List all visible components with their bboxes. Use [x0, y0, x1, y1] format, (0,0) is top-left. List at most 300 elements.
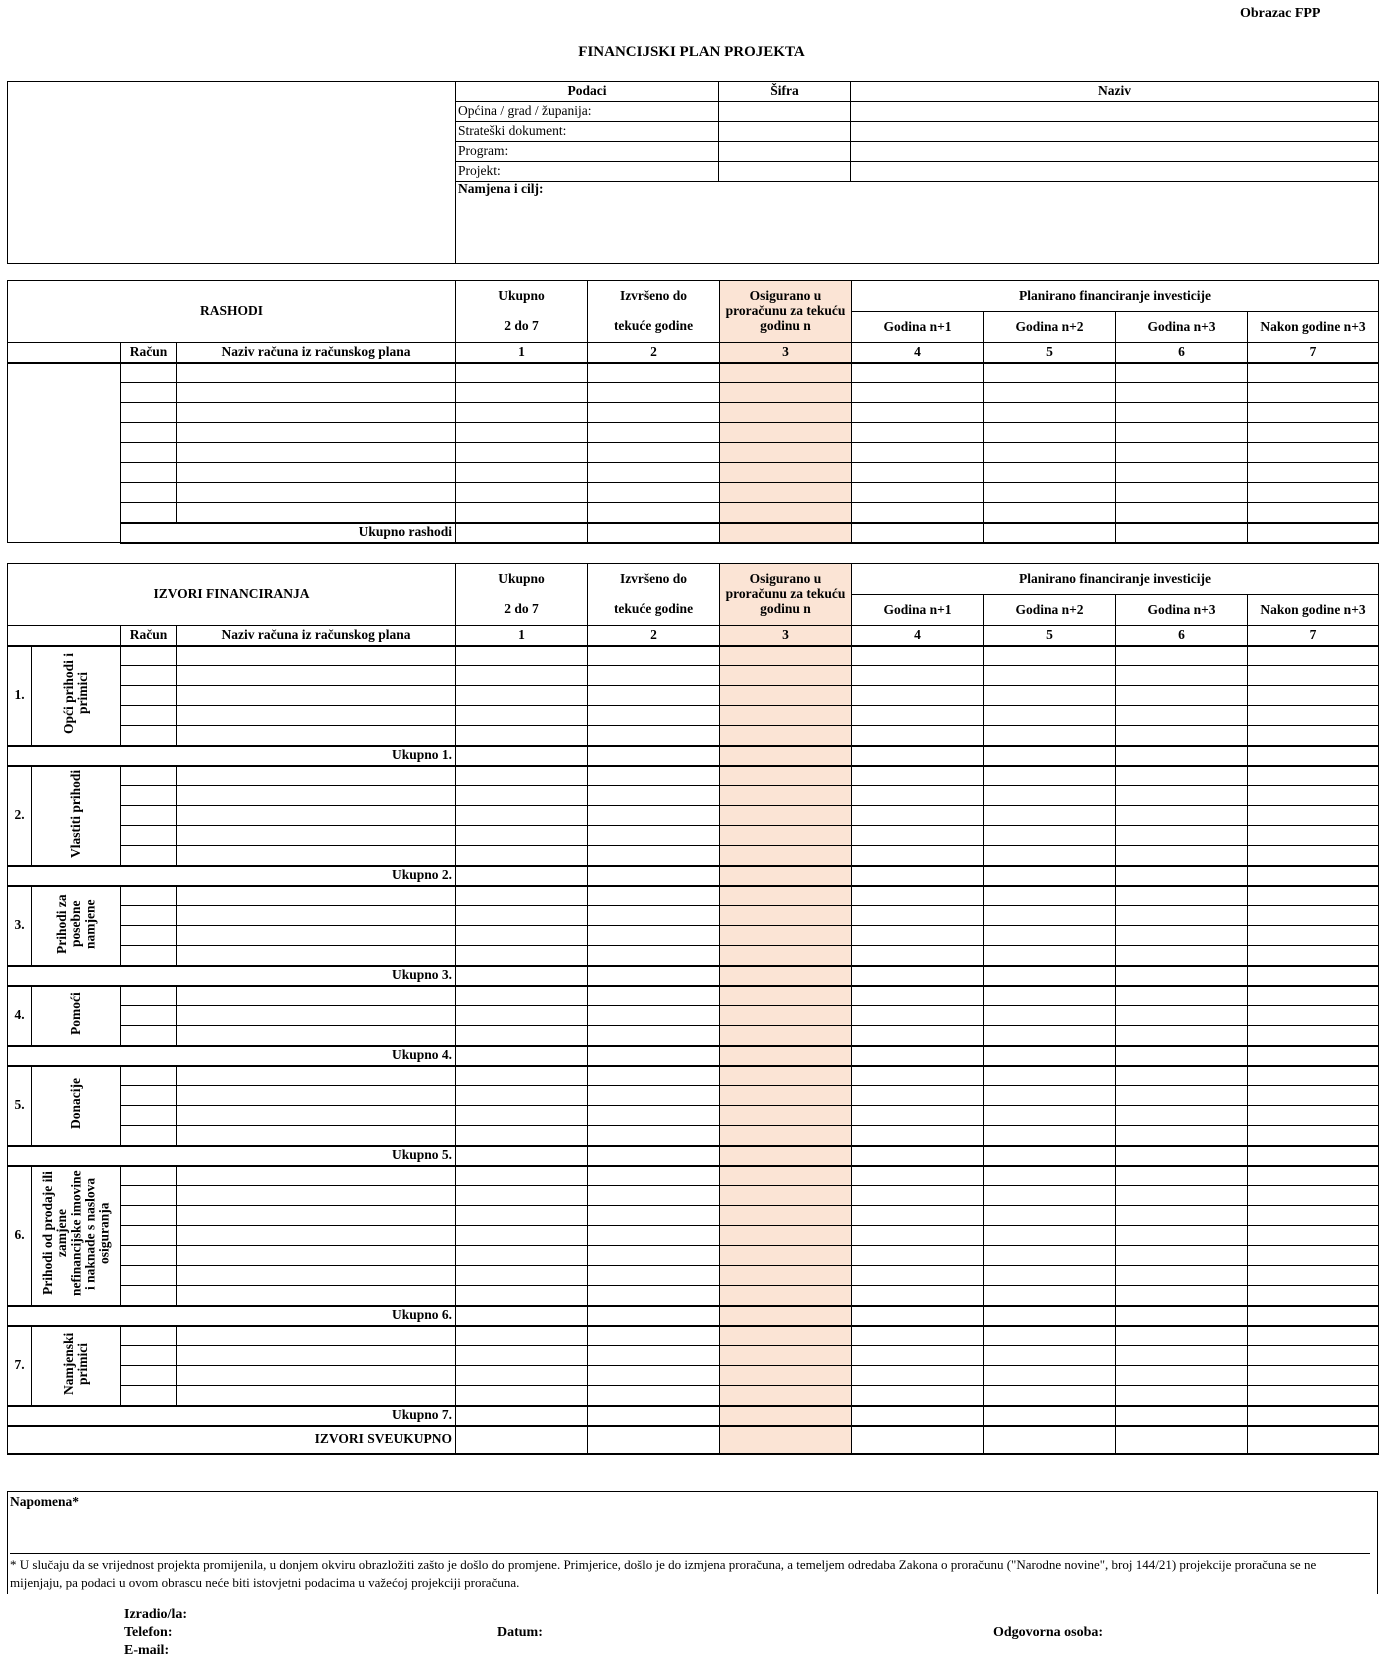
value-cell[interactable]: [1116, 646, 1248, 666]
value-cell[interactable]: [456, 1026, 588, 1046]
value-cell[interactable]: [588, 423, 720, 443]
value-cell[interactable]: [984, 766, 1116, 786]
value-cell[interactable]: [852, 766, 984, 786]
value-cell[interactable]: [1116, 1006, 1248, 1026]
racun-input[interactable]: [121, 383, 177, 403]
value-cell[interactable]: [852, 1106, 984, 1126]
value-cell[interactable]: [720, 483, 852, 503]
value-cell[interactable]: [1116, 403, 1248, 423]
value-cell[interactable]: [456, 383, 588, 403]
value-cell[interactable]: [984, 1206, 1116, 1226]
naziv-racuna-input[interactable]: [177, 403, 456, 423]
racun-input[interactable]: [121, 846, 177, 866]
value-cell[interactable]: [456, 1366, 588, 1386]
racun-input[interactable]: [121, 886, 177, 906]
value-cell[interactable]: [588, 1146, 720, 1166]
value-cell[interactable]: [1248, 866, 1379, 886]
value-cell[interactable]: [456, 926, 588, 946]
value-cell[interactable]: [1116, 1066, 1248, 1086]
value-cell[interactable]: [456, 1046, 588, 1066]
naziv-racuna-input[interactable]: [177, 1346, 456, 1366]
value-cell[interactable]: [720, 463, 852, 483]
value-cell[interactable]: [984, 986, 1116, 1006]
value-cell[interactable]: [1116, 726, 1248, 746]
value-cell[interactable]: [588, 726, 720, 746]
value-cell[interactable]: [588, 1306, 720, 1326]
naziv-racuna-input[interactable]: [177, 1226, 456, 1246]
naziv-racuna-input[interactable]: [177, 646, 456, 666]
value-cell[interactable]: [1248, 1166, 1379, 1186]
value-cell[interactable]: [1248, 706, 1379, 726]
value-cell[interactable]: [588, 1266, 720, 1286]
value-cell[interactable]: [588, 1286, 720, 1306]
naziv-racuna-input[interactable]: [177, 846, 456, 866]
racun-input[interactable]: [121, 1126, 177, 1146]
racun-input[interactable]: [121, 1226, 177, 1246]
value-cell[interactable]: [852, 363, 984, 383]
value-cell[interactable]: [1116, 966, 1248, 986]
value-cell[interactable]: [852, 666, 984, 686]
value-cell[interactable]: [984, 503, 1116, 523]
value-cell[interactable]: [720, 1286, 852, 1306]
value-cell[interactable]: [456, 646, 588, 666]
value-cell[interactable]: [1116, 1406, 1248, 1426]
racun-input[interactable]: [121, 766, 177, 786]
value-cell[interactable]: [984, 423, 1116, 443]
value-cell[interactable]: [456, 1106, 588, 1126]
value-cell[interactable]: [1248, 1306, 1379, 1326]
value-cell[interactable]: [852, 826, 984, 846]
value-cell[interactable]: [1116, 463, 1248, 483]
naziv-racuna-input[interactable]: [177, 786, 456, 806]
value-cell[interactable]: [1248, 463, 1379, 483]
racun-input[interactable]: [121, 1266, 177, 1286]
value-cell[interactable]: [1248, 1406, 1379, 1426]
racun-input[interactable]: [121, 786, 177, 806]
naziv-racuna-input[interactable]: [177, 1066, 456, 1086]
value-cell[interactable]: [720, 1346, 852, 1366]
value-cell[interactable]: [588, 1346, 720, 1366]
value-cell[interactable]: [1116, 1426, 1248, 1454]
value-cell[interactable]: [588, 1026, 720, 1046]
value-cell[interactable]: [456, 686, 588, 706]
value-cell[interactable]: [720, 423, 852, 443]
value-cell[interactable]: [456, 846, 588, 866]
value-cell[interactable]: [588, 1406, 720, 1426]
value-cell[interactable]: [1248, 423, 1379, 443]
value-cell[interactable]: [1248, 383, 1379, 403]
value-cell[interactable]: [984, 1326, 1116, 1346]
value-cell[interactable]: [984, 1166, 1116, 1186]
value-cell[interactable]: [984, 786, 1116, 806]
value-cell[interactable]: [1116, 1386, 1248, 1406]
value-cell[interactable]: [588, 1326, 720, 1346]
value-cell[interactable]: [588, 946, 720, 966]
naziv-racuna-input[interactable]: [177, 503, 456, 523]
naziv-racuna-input[interactable]: [177, 1246, 456, 1266]
value-cell[interactable]: [588, 523, 720, 543]
naziv-racuna-input[interactable]: [177, 1106, 456, 1126]
value-cell[interactable]: [852, 686, 984, 706]
value-cell[interactable]: [720, 666, 852, 686]
value-cell[interactable]: [456, 946, 588, 966]
value-cell[interactable]: [1116, 886, 1248, 906]
value-cell[interactable]: [720, 1106, 852, 1126]
value-cell[interactable]: [1116, 1166, 1248, 1186]
value-cell[interactable]: [1116, 1306, 1248, 1326]
value-cell[interactable]: [1248, 1186, 1379, 1206]
value-cell[interactable]: [456, 1186, 588, 1206]
value-cell[interactable]: [720, 726, 852, 746]
value-cell[interactable]: [1248, 806, 1379, 826]
value-cell[interactable]: [1248, 646, 1379, 666]
racun-input[interactable]: [121, 1326, 177, 1346]
value-cell[interactable]: [1116, 383, 1248, 403]
racun-input[interactable]: [121, 1186, 177, 1206]
value-cell[interactable]: [720, 1266, 852, 1286]
racun-input[interactable]: [121, 1086, 177, 1106]
value-cell[interactable]: [1248, 1126, 1379, 1146]
value-cell[interactable]: [720, 1406, 852, 1426]
value-cell[interactable]: [1248, 503, 1379, 523]
racun-input[interactable]: [121, 906, 177, 926]
value-cell[interactable]: [720, 906, 852, 926]
value-cell[interactable]: [720, 403, 852, 423]
value-cell[interactable]: [456, 1286, 588, 1306]
value-cell[interactable]: [984, 1086, 1116, 1106]
value-cell[interactable]: [1248, 966, 1379, 986]
value-cell[interactable]: [588, 1066, 720, 1086]
naziv-racuna-input[interactable]: [177, 1386, 456, 1406]
racun-input[interactable]: [121, 1106, 177, 1126]
value-cell[interactable]: [588, 846, 720, 866]
info-sifra-input[interactable]: [719, 102, 851, 122]
value-cell[interactable]: [456, 463, 588, 483]
value-cell[interactable]: [852, 786, 984, 806]
value-cell[interactable]: [720, 686, 852, 706]
value-cell[interactable]: [984, 666, 1116, 686]
value-cell[interactable]: [1116, 503, 1248, 523]
value-cell[interactable]: [984, 403, 1116, 423]
value-cell[interactable]: [456, 806, 588, 826]
value-cell[interactable]: [1248, 1346, 1379, 1366]
value-cell[interactable]: [1248, 1246, 1379, 1266]
value-cell[interactable]: [1116, 846, 1248, 866]
value-cell[interactable]: [588, 786, 720, 806]
value-cell[interactable]: [588, 806, 720, 826]
value-cell[interactable]: [984, 443, 1116, 463]
value-cell[interactable]: [1248, 926, 1379, 946]
value-cell[interactable]: [720, 503, 852, 523]
value-cell[interactable]: [1116, 706, 1248, 726]
value-cell[interactable]: [1116, 363, 1248, 383]
naziv-racuna-input[interactable]: [177, 686, 456, 706]
racun-input[interactable]: [121, 1366, 177, 1386]
value-cell[interactable]: [1248, 1206, 1379, 1226]
value-cell[interactable]: [720, 946, 852, 966]
value-cell[interactable]: [588, 886, 720, 906]
value-cell[interactable]: [852, 1046, 984, 1066]
value-cell[interactable]: [588, 1246, 720, 1266]
racun-input[interactable]: [121, 826, 177, 846]
naziv-racuna-input[interactable]: [177, 423, 456, 443]
value-cell[interactable]: [1116, 786, 1248, 806]
value-cell[interactable]: [720, 1386, 852, 1406]
value-cell[interactable]: [1248, 746, 1379, 766]
value-cell[interactable]: [1116, 1246, 1248, 1266]
value-cell[interactable]: [984, 1066, 1116, 1086]
naziv-racuna-input[interactable]: [177, 946, 456, 966]
value-cell[interactable]: [984, 1046, 1116, 1066]
naziv-racuna-input[interactable]: [177, 1206, 456, 1226]
value-cell[interactable]: [1116, 766, 1248, 786]
value-cell[interactable]: [1248, 846, 1379, 866]
naziv-racuna-input[interactable]: [177, 766, 456, 786]
value-cell[interactable]: [720, 1066, 852, 1086]
racun-input[interactable]: [121, 1066, 177, 1086]
value-cell[interactable]: [588, 1046, 720, 1066]
value-cell[interactable]: [1116, 946, 1248, 966]
racun-input[interactable]: [121, 1166, 177, 1186]
value-cell[interactable]: [720, 363, 852, 383]
value-cell[interactable]: [984, 523, 1116, 543]
value-cell[interactable]: [1248, 886, 1379, 906]
value-cell[interactable]: [1248, 766, 1379, 786]
value-cell[interactable]: [852, 926, 984, 946]
value-cell[interactable]: [1248, 726, 1379, 746]
value-cell[interactable]: [456, 1006, 588, 1026]
value-cell[interactable]: [984, 926, 1116, 946]
value-cell[interactable]: [720, 986, 852, 1006]
naziv-racuna-input[interactable]: [177, 1266, 456, 1286]
value-cell[interactable]: [720, 926, 852, 946]
racun-input[interactable]: [121, 1246, 177, 1266]
racun-input[interactable]: [121, 1346, 177, 1366]
value-cell[interactable]: [588, 1126, 720, 1146]
value-cell[interactable]: [852, 1306, 984, 1326]
value-cell[interactable]: [456, 403, 588, 423]
value-cell[interactable]: [588, 1166, 720, 1186]
value-cell[interactable]: [1116, 1206, 1248, 1226]
naziv-racuna-input[interactable]: [177, 706, 456, 726]
value-cell[interactable]: [588, 363, 720, 383]
value-cell[interactable]: [852, 1146, 984, 1166]
info-naziv-input[interactable]: [851, 162, 1379, 182]
naziv-racuna-input[interactable]: [177, 443, 456, 463]
value-cell[interactable]: [852, 726, 984, 746]
value-cell[interactable]: [852, 746, 984, 766]
value-cell[interactable]: [984, 483, 1116, 503]
value-cell[interactable]: [984, 363, 1116, 383]
value-cell[interactable]: [588, 1426, 720, 1454]
value-cell[interactable]: [1248, 443, 1379, 463]
value-cell[interactable]: [456, 666, 588, 686]
value-cell[interactable]: [588, 1186, 720, 1206]
value-cell[interactable]: [720, 1086, 852, 1106]
value-cell[interactable]: [984, 646, 1116, 666]
value-cell[interactable]: [456, 523, 588, 543]
value-cell[interactable]: [588, 986, 720, 1006]
value-cell[interactable]: [720, 1006, 852, 1026]
racun-input[interactable]: [121, 363, 177, 383]
value-cell[interactable]: [456, 966, 588, 986]
racun-input[interactable]: [121, 806, 177, 826]
racun-input[interactable]: [121, 1206, 177, 1226]
value-cell[interactable]: [456, 786, 588, 806]
napomena-box[interactable]: [7, 1491, 1378, 1594]
value-cell[interactable]: [1116, 1286, 1248, 1306]
value-cell[interactable]: [852, 646, 984, 666]
info-sifra-input[interactable]: [719, 122, 851, 142]
value-cell[interactable]: [852, 946, 984, 966]
value-cell[interactable]: [1248, 786, 1379, 806]
value-cell[interactable]: [1248, 1326, 1379, 1346]
racun-input[interactable]: [121, 1026, 177, 1046]
value-cell[interactable]: [456, 1266, 588, 1286]
value-cell[interactable]: [852, 483, 984, 503]
value-cell[interactable]: [720, 646, 852, 666]
naziv-racuna-input[interactable]: [177, 1126, 456, 1146]
value-cell[interactable]: [984, 966, 1116, 986]
value-cell[interactable]: [456, 1406, 588, 1426]
value-cell[interactable]: [588, 646, 720, 666]
naziv-racuna-input[interactable]: [177, 666, 456, 686]
value-cell[interactable]: [720, 846, 852, 866]
value-cell[interactable]: [1248, 1066, 1379, 1086]
naziv-racuna-input[interactable]: [177, 383, 456, 403]
value-cell[interactable]: [852, 966, 984, 986]
value-cell[interactable]: [588, 906, 720, 926]
racun-input[interactable]: [121, 503, 177, 523]
naziv-racuna-input[interactable]: [177, 986, 456, 1006]
naziv-racuna-input[interactable]: [177, 1086, 456, 1106]
value-cell[interactable]: [1248, 403, 1379, 423]
value-cell[interactable]: [1116, 1106, 1248, 1126]
value-cell[interactable]: [1116, 1266, 1248, 1286]
value-cell[interactable]: [588, 666, 720, 686]
value-cell[interactable]: [720, 746, 852, 766]
value-cell[interactable]: [456, 483, 588, 503]
value-cell[interactable]: [984, 1026, 1116, 1046]
value-cell[interactable]: [588, 463, 720, 483]
value-cell[interactable]: [852, 1186, 984, 1206]
naziv-racuna-input[interactable]: [177, 1026, 456, 1046]
value-cell[interactable]: [456, 1246, 588, 1266]
value-cell[interactable]: [852, 523, 984, 543]
value-cell[interactable]: [1116, 926, 1248, 946]
naziv-racuna-input[interactable]: [177, 1326, 456, 1346]
value-cell[interactable]: [1248, 1086, 1379, 1106]
value-cell[interactable]: [852, 1366, 984, 1386]
value-cell[interactable]: [720, 383, 852, 403]
value-cell[interactable]: [852, 806, 984, 826]
value-cell[interactable]: [1248, 986, 1379, 1006]
value-cell[interactable]: [984, 1346, 1116, 1366]
value-cell[interactable]: [1116, 826, 1248, 846]
value-cell[interactable]: [1248, 1266, 1379, 1286]
value-cell[interactable]: [456, 1226, 588, 1246]
value-cell[interactable]: [852, 846, 984, 866]
value-cell[interactable]: [984, 686, 1116, 706]
value-cell[interactable]: [852, 1386, 984, 1406]
value-cell[interactable]: [588, 1006, 720, 1026]
value-cell[interactable]: [852, 906, 984, 926]
value-cell[interactable]: [456, 706, 588, 726]
naziv-racuna-input[interactable]: [177, 726, 456, 746]
value-cell[interactable]: [456, 1126, 588, 1146]
value-cell[interactable]: [984, 1006, 1116, 1026]
value-cell[interactable]: [588, 1366, 720, 1386]
value-cell[interactable]: [588, 686, 720, 706]
value-cell[interactable]: [720, 1026, 852, 1046]
value-cell[interactable]: [852, 706, 984, 726]
value-cell[interactable]: [1116, 523, 1248, 543]
value-cell[interactable]: [1248, 906, 1379, 926]
racun-input[interactable]: [121, 666, 177, 686]
value-cell[interactable]: [984, 706, 1116, 726]
value-cell[interactable]: [720, 443, 852, 463]
value-cell[interactable]: [984, 726, 1116, 746]
value-cell[interactable]: [456, 1206, 588, 1226]
value-cell[interactable]: [1248, 1226, 1379, 1246]
naziv-racuna-input[interactable]: [177, 1166, 456, 1186]
value-cell[interactable]: [1248, 666, 1379, 686]
value-cell[interactable]: [456, 1386, 588, 1406]
value-cell[interactable]: [456, 1346, 588, 1366]
racun-input[interactable]: [121, 946, 177, 966]
value-cell[interactable]: [456, 726, 588, 746]
value-cell[interactable]: [588, 1226, 720, 1246]
value-cell[interactable]: [852, 1066, 984, 1086]
value-cell[interactable]: [1248, 1046, 1379, 1066]
racun-input[interactable]: [121, 443, 177, 463]
value-cell[interactable]: [852, 886, 984, 906]
value-cell[interactable]: [456, 826, 588, 846]
racun-input[interactable]: [121, 463, 177, 483]
value-cell[interactable]: [456, 1306, 588, 1326]
value-cell[interactable]: [852, 1126, 984, 1146]
value-cell[interactable]: [720, 523, 852, 543]
value-cell[interactable]: [1116, 666, 1248, 686]
value-cell[interactable]: [984, 383, 1116, 403]
value-cell[interactable]: [984, 1286, 1116, 1306]
value-cell[interactable]: [720, 1186, 852, 1206]
value-cell[interactable]: [720, 866, 852, 886]
value-cell[interactable]: [588, 966, 720, 986]
racun-input[interactable]: [121, 1286, 177, 1306]
info-naziv-input[interactable]: [851, 122, 1379, 142]
value-cell[interactable]: [1116, 443, 1248, 463]
value-cell[interactable]: [1116, 1326, 1248, 1346]
value-cell[interactable]: [720, 1206, 852, 1226]
value-cell[interactable]: [984, 1106, 1116, 1126]
value-cell[interactable]: [720, 1366, 852, 1386]
value-cell[interactable]: [852, 463, 984, 483]
racun-input[interactable]: [121, 1006, 177, 1026]
value-cell[interactable]: [1116, 1086, 1248, 1106]
racun-input[interactable]: [121, 726, 177, 746]
naziv-racuna-input[interactable]: [177, 1186, 456, 1206]
naziv-racuna-input[interactable]: [177, 463, 456, 483]
value-cell[interactable]: [720, 1226, 852, 1246]
info-sifra-input[interactable]: [719, 162, 851, 182]
racun-input[interactable]: [121, 423, 177, 443]
racun-input[interactable]: [121, 686, 177, 706]
value-cell[interactable]: [588, 706, 720, 726]
value-cell[interactable]: [852, 1286, 984, 1306]
racun-input[interactable]: [121, 706, 177, 726]
value-cell[interactable]: [852, 1166, 984, 1186]
